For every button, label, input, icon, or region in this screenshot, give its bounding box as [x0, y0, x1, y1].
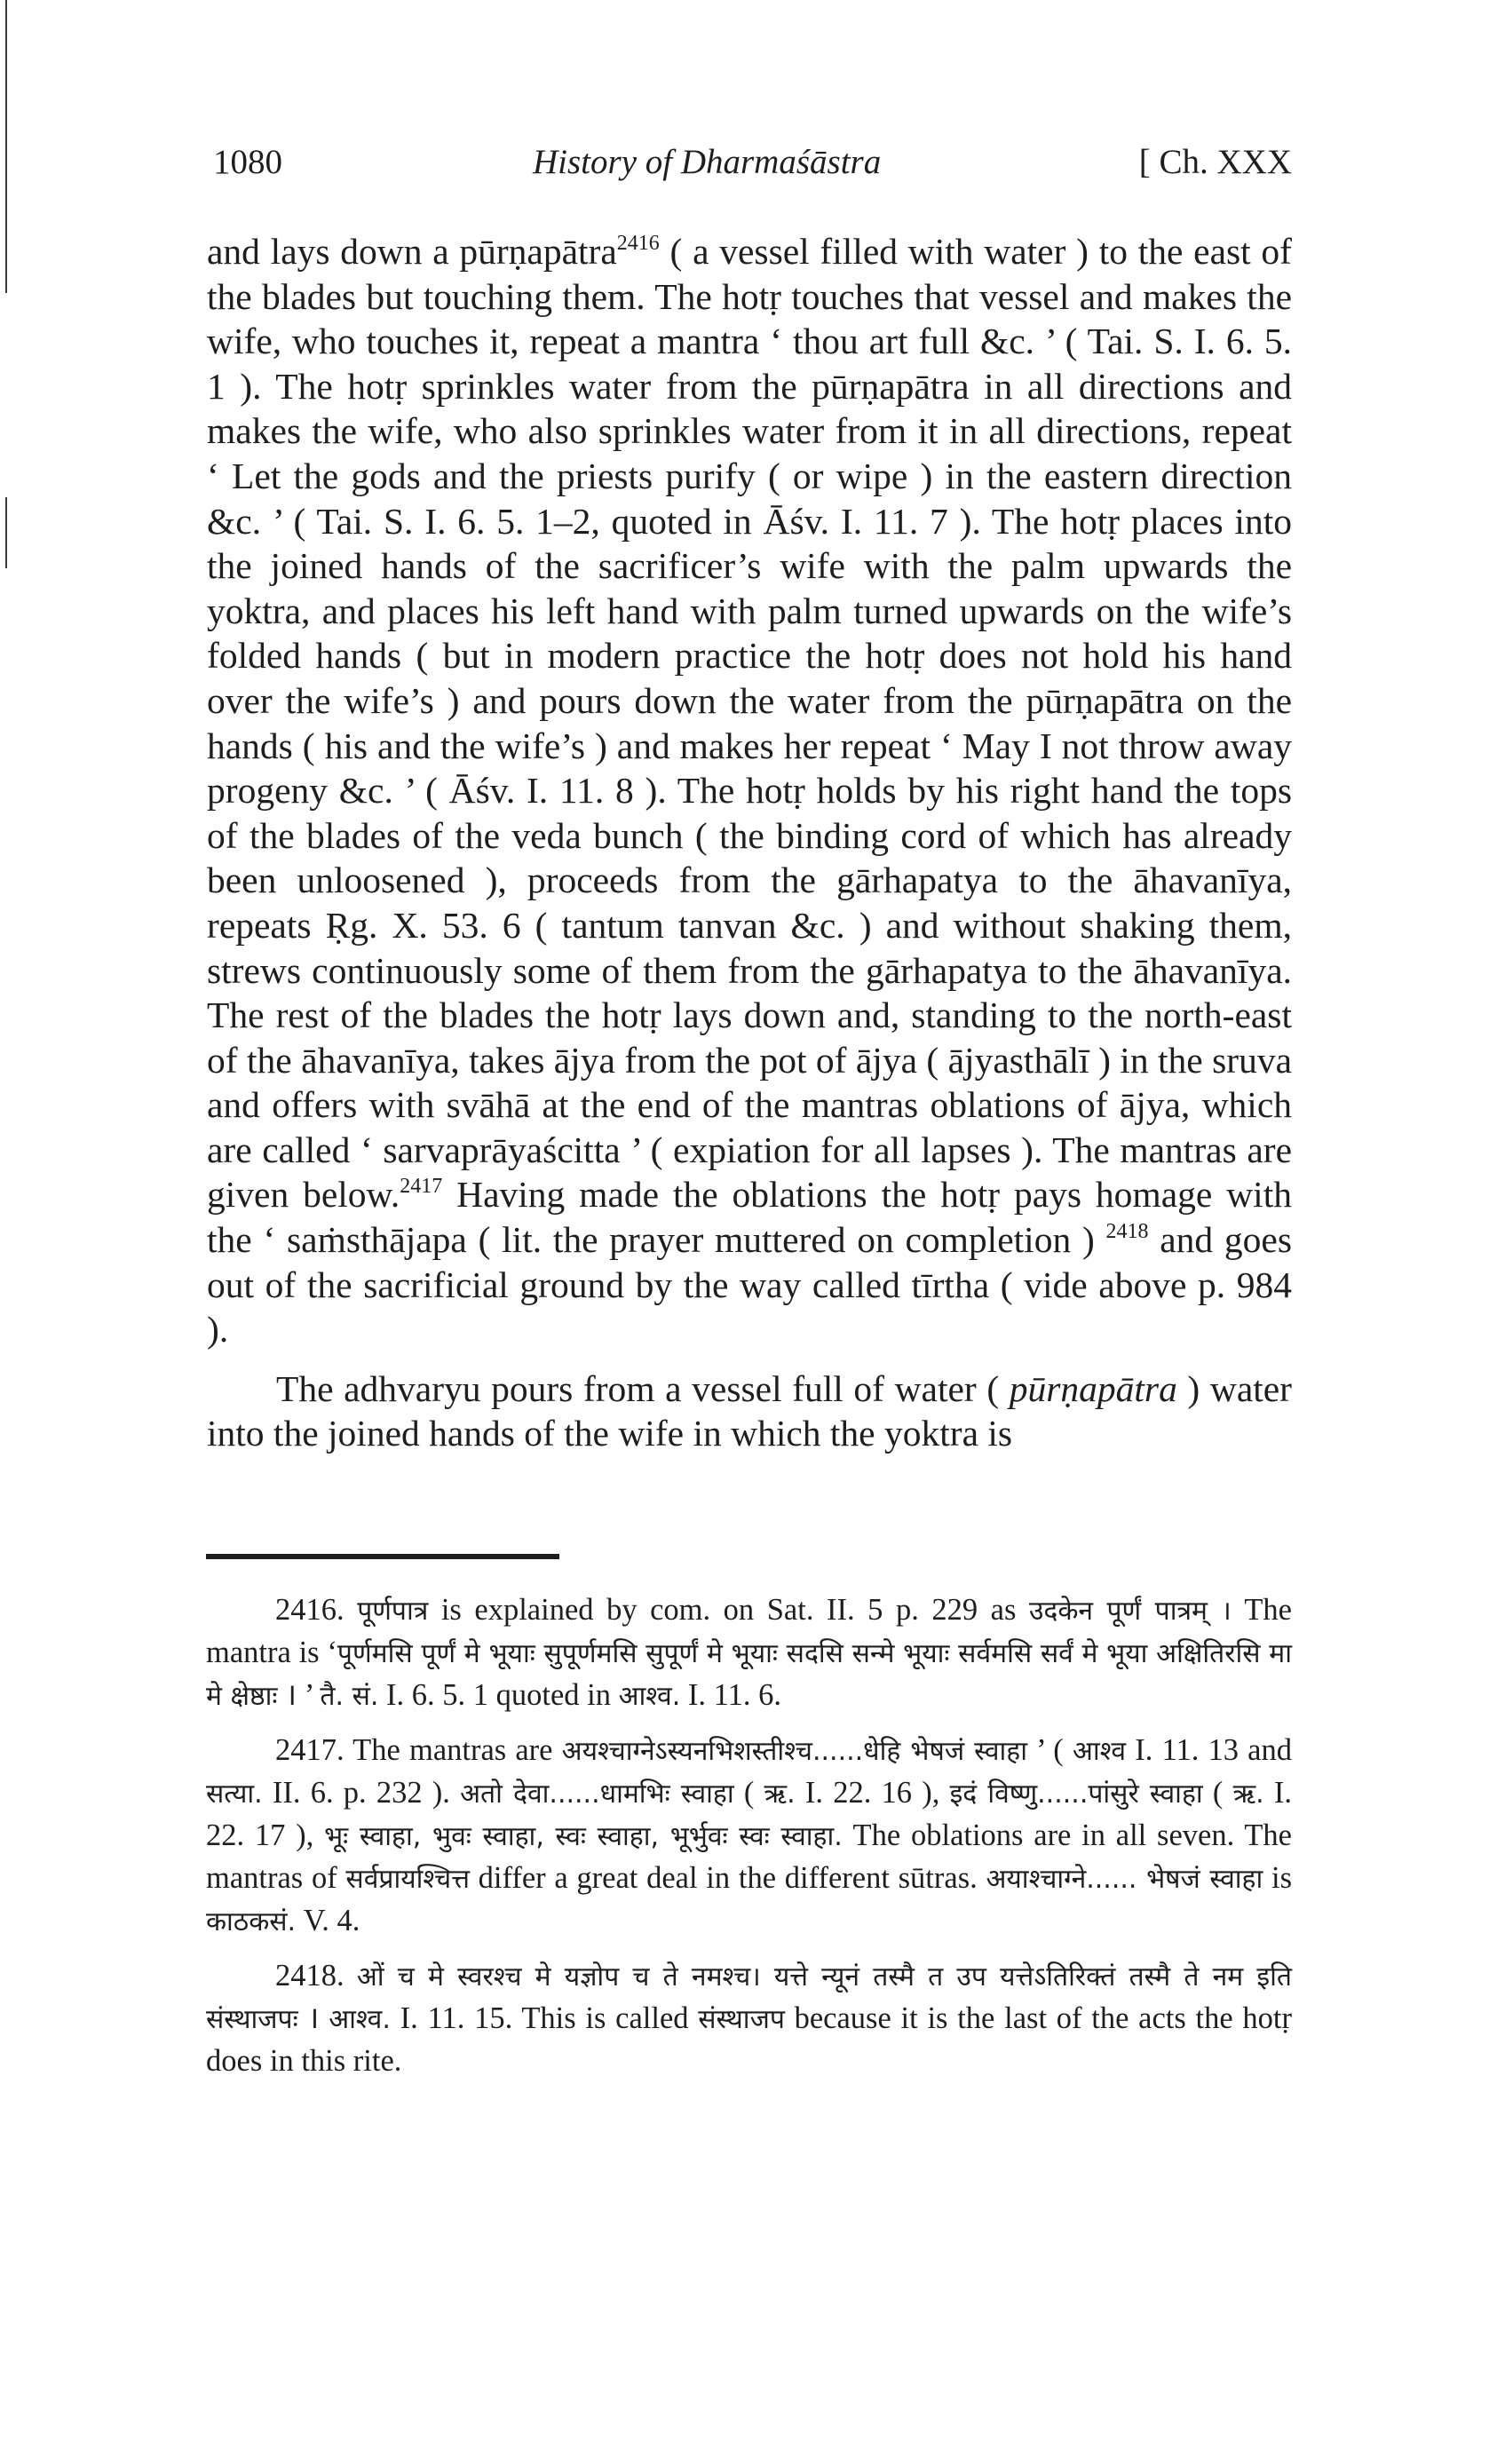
text-span: The oblations are in all seven. The mantras of [206, 1818, 1292, 1895]
devanagari-text: आश्व [1072, 1736, 1127, 1767]
text-span: । ’ [277, 1678, 321, 1712]
text-span: ( a vessel filled with water ) to the east of the blades but touching them. The hotṛ touches that vessel and makes the wife, who touches it, repeat a mantra ‘ thou art full &c. ’ ( Tai. S. I. 6. 5. 1 ). The hotṛ sprinkles water from the pūrṇapātra in all directions and makes the wife, who also sprinkles water from it in all directions, repeat ‘ Let the gods and the priests purify ( or wipe ) in the eastern direction &c. ’ ( Tai. S. I. 6. 5. 1–2, quoted in Āśv. I. 11. 7 ). The hotṛ places into the joined hands of the sacrificer’s wife with the palm upwards the yoktra, and places his left hand with palm turned upwards on the wife’s folded hands ( but in modern practice the hotṛ does not hold his hand over the wife’s ) and pours down the water from the pūrṇapātra on the hands ( his and the wife’s ) and makes her repeat ‘ May I not throw away progeny &c. ’ ( Āśv. I. 11. 8 ). The hotṛ holds by his right hand the tops of the blades of the veda bunch ( the binding cord of which has already been unloosened ), proceeds from the gārhapatya to the āhavanīya, repeats Ṛg. X. 53. 6 ( tantum tanvan &c. ) and without shaking them, strews continuously some of them from the gārhapatya to the āhavanīya. The rest of the blades the hotṛ lays down and, standing to the north-east of the āhavanīya, takes ājya from the pot of ājya ( ājyasthālī ) in the sruva and offers with svāhā at the end of the mantras oblations of ājya, which are called ‘ sarvaprāyaścitta ’ ( expiation for all lapses ). The mantras are given below. [207, 231, 1292, 1216]
devanagari-text: अयश्चाग्नेऽस्यनभिशस्तीश्च......धेहि भेषजं स्वाहा [561, 1736, 1027, 1767]
chapter-reference: [ Ch. XXX [1138, 143, 1292, 181]
devanagari-text: ओं च मे स्वरश्च मे यज्ञोप च ते नमश्च। यत्ते न्यूनं तस्मै त उप यत्तेऽतिरिक्तं तस्मै ते नम इति संस्थाजपः [206, 1961, 1293, 2035]
text-span: The mantras are [344, 1733, 562, 1767]
text-span: and lays down a pūrṇapātra [207, 231, 617, 272]
text-span: ( [733, 1776, 764, 1810]
devanagari-text: तै. सं. [320, 1681, 379, 1712]
text-span: ) water into the joined hands of the wife in which the yoktra is [207, 1367, 1293, 1454]
footnote-ref-2416: 2416 [616, 232, 660, 255]
footnote-number: 2416. [275, 1593, 345, 1627]
scan-margin-line-mid [5, 497, 7, 568]
italic-term: pūrṇapātra [1009, 1367, 1177, 1409]
page-header [213, 142, 1292, 195]
devanagari-text: उदकेन पूर्णं पात्रम् । [1028, 1596, 1232, 1627]
devanagari-text: पूर्णमसि पूर्णं मे भूयाः सुपूर्णमसि सुपूर्णं मे भूयाः सदसि सन्मे भूयाः सर्वमसि सर्वं मे भूया अक्षितिरसि मा मे क्षेष्ठाः [206, 1638, 1292, 1712]
footnote-2418 [206, 1955, 1292, 2081]
footnotes [206, 1589, 1292, 2094]
devanagari-text: ऋ. [1232, 1779, 1264, 1810]
text-span: I. 22. 16 ), [795, 1776, 950, 1810]
text-span: is explained by com. on Sat. II. 5 p. 229 as [428, 1593, 1029, 1627]
paragraph-1 [207, 229, 1292, 1352]
text-span: । [297, 2001, 329, 2035]
text-span: ( [1202, 1776, 1233, 1810]
main-text [207, 229, 1292, 1456]
footnote-2417 [206, 1730, 1292, 1943]
text-span: I. 22. 17 ), [206, 1776, 1293, 1852]
footnote-ref-2418: 2418 [1105, 1220, 1149, 1244]
page-number: 1080 [213, 143, 282, 181]
devanagari-text: अयाश्चाग्ने...... भेषजं स्वाहा [986, 1864, 1263, 1895]
devanagari-text: अतो देवा......धामभिः स्वाहा [460, 1779, 734, 1810]
devanagari-text: आश्व. [618, 1681, 681, 1712]
devanagari-text: सत्या. [206, 1779, 263, 1810]
footnote-number: 2418. [275, 1959, 345, 1993]
footnote-separator-rule [206, 1554, 559, 1559]
devanagari-text: सर्वप्रायश्चित्त [345, 1864, 470, 1895]
devanagari-text: ऋ. [764, 1779, 796, 1810]
text-span [345, 1959, 357, 1993]
text-span: I. 11. 15. This is called [390, 2001, 699, 2035]
footnote-ref-2417: 2417 [400, 1175, 443, 1199]
text-span: is [1263, 1861, 1292, 1895]
scan-margin-line-top [5, 0, 7, 293]
devanagari-text: काठकसं. [206, 1906, 297, 1937]
devanagari-text: इदं विष्णु......पांसुरे स्वाहा [949, 1779, 1203, 1810]
devanagari-text: आश्व. [329, 2004, 391, 2035]
text-span: I. 6. 5. 1 quoted in [378, 1678, 619, 1712]
text-span: Having made the oblations the hotṛ pays homage with the ‘ saṁsthājapa ( lit. the prayer muttered on completion ) [207, 1174, 1292, 1261]
text-span: ’ ( [1027, 1733, 1073, 1767]
devanagari-text: भूः स्वाहा, भुवः स्वाहा, स्वः स्वाहा, भूर्भुवः स्वः स्वाहा. [324, 1821, 843, 1852]
paragraph-2 [207, 1367, 1292, 1456]
devanagari-text: संस्थाजप [698, 2004, 785, 2035]
text-span: I. 11. 6. [680, 1678, 781, 1712]
text-span: The adhvaryu pours from a vessel full of water ( [276, 1367, 1010, 1409]
text-span: The mantra is ‘ [206, 1593, 1292, 1669]
text-span: V. 4. [296, 1904, 360, 1937]
footnote-number: 2417. [275, 1733, 345, 1767]
footnote-2416 [206, 1589, 1292, 1717]
text-span: differ a great deal in the different sūtras. [469, 1861, 986, 1895]
running-title: History of Dharmaśāstra [533, 143, 882, 181]
text-span: and goes out of the sacrificial ground by the way called tīrtha ( vide above p. 984 ). [207, 1219, 1292, 1351]
devanagari-text: पूर्णपात्र [357, 1596, 429, 1627]
text-span: I. 11. 13 and [1126, 1733, 1292, 1767]
text-span: II. 6. p. 232 ). [262, 1776, 461, 1810]
text-span: because it is the last of the acts the hotṛ does in this rite. [206, 2001, 1293, 2078]
